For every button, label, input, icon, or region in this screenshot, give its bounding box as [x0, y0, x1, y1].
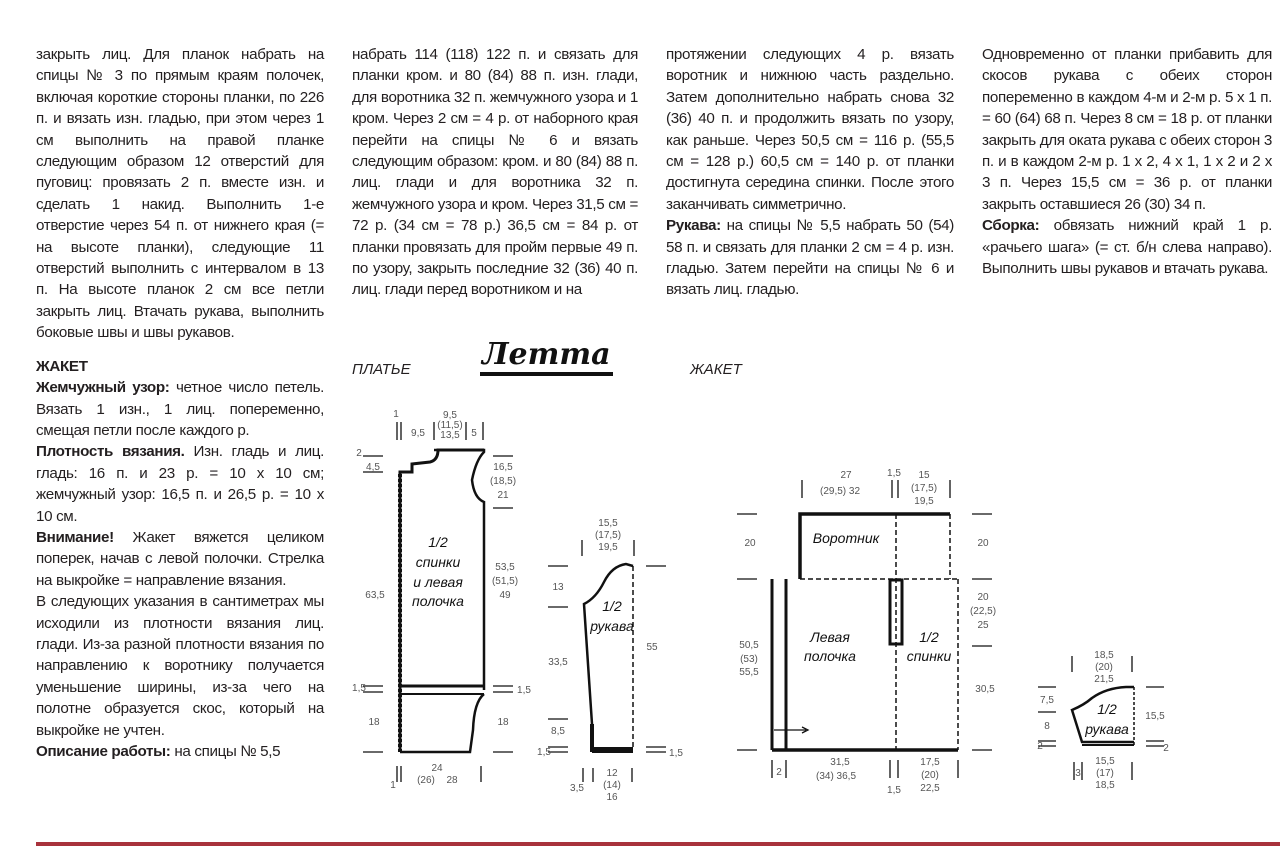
bold-label: Описание работы:: [36, 743, 171, 760]
piece-label: 1/2: [428, 534, 448, 550]
piece-label: полочка: [804, 648, 856, 664]
dim-label: (17,5): [594, 530, 622, 541]
dim-label: 3: [1075, 768, 1081, 779]
dim-label: (11,5): [437, 420, 463, 431]
dim-label: 20: [744, 538, 756, 549]
dim-label: 20: [977, 538, 989, 549]
dim-label: 16: [606, 792, 618, 803]
dim-label: 8,5: [551, 726, 565, 737]
paragraph-text: на спицы № 5,5 набрать 50 (54) 58 п. и связать для планки 2 см = 4 р. изн. гладью. Затем перейти на спицы № 6 и вязать лиц. гладью.: [666, 217, 954, 299]
dim-label: 2: [1037, 741, 1043, 752]
paragraph: Одновременно от планки прибавить для скосов рукава с обеих сторон попеременно в каждом 4-м и 2-м р. 5 х 1 п. = 60 (64) 68 п. Через 8 см = 18 р. от планки закрыть для оката рукава с обеих сторон 3 п. и в каждом 2-м р. 1 х 2, 4 х 1, 1 х 2 и 2 х 3 п. Через 15,5 см = 36 р. от планки закрыть оставшиеся 26 (30) 34 п.: [982, 46, 1272, 213]
dim-label: 1,5: [352, 683, 366, 694]
dim-label: 13,5: [440, 430, 460, 441]
dim-label: 1,5: [669, 748, 683, 759]
dim-label: (18,5): [489, 476, 517, 487]
jacket-title: ЖАКЕТ: [690, 361, 742, 378]
piece-label: Воротник: [812, 530, 880, 546]
dim-label: 1,5: [537, 747, 551, 758]
dim-label: 2: [1163, 743, 1169, 754]
paragraph: В следующих указания в сантиметрах мы исходили из плотности вязания лиц. глади. Из-за разной плотности вязания по направлению к воротнику получается уменьшение ширины, из-за чего на полотне образуется скос, который на выкройке не учтен.: [36, 593, 324, 739]
piece-label: спинки: [415, 554, 461, 570]
dim-label: 63,5: [365, 590, 385, 601]
bold-label: Внимание!: [36, 528, 114, 546]
paragraph: набрать 114 (118) 122 п. и связать для планки кром. и 80 (84) 88 п. изн. глади, для воротника 32 п. жемчужного узора и 1 кром. Через 2 см = 4 р. от наборного края перейти на спицы № 6 и вязать следующим образом: кром. и 80 (84) 88 п. лиц. глади и для воротника 32 п. жемчужного узора и кром. Через 31,5 см = 72 р. (34 см = 78 р.) 36,5 см = 84 р. от планки провязать для пройм первые 49 п. по узору, закрыть последние 32 (36) 40 п. лиц. глади перед воротником и на: [352, 46, 638, 299]
piece-label: спинки: [906, 648, 952, 664]
piece-label: полочка: [412, 593, 464, 609]
dim-label: 15: [918, 470, 930, 481]
dim-label: 2: [356, 448, 362, 459]
paragraph: протяжении следующих 4 р. вязать воротник и нижнюю часть раздельно. Затем дополнительно набрать снова 32 (36) 40 п. и продолжить вязать по узору, как раньше. Через 50,5 см = 116 р. (55,5 см = 128 р.) 60,5 см = 140 р. от планки достигнута середина спинки. После этого заканчивать симметрично.: [666, 46, 954, 213]
paragraph-text: четное число петель. Вязать 1 изн., 1 лиц. попеременно, смещая петли после каждого р.: [36, 379, 325, 439]
dim-label: 27: [840, 470, 852, 481]
dim-label: 24: [431, 763, 443, 774]
dim-label: 21: [497, 490, 509, 501]
paragraph-text: на спицы № 5,5: [170, 743, 281, 760]
dim-label: (22,5): [969, 606, 997, 617]
dim-label: 8: [1044, 721, 1050, 732]
dim-label: 18: [368, 717, 380, 728]
paragraph: закрыть лиц. Для планок набрать на спицы № 3 по прямым краям полочек, включая короткие стороны планки, по 226 п. и вязать изн. гладью, при этом через 1 см выполнить на правой планке следующим образом 12 отверстий для пуговиц: провязать 2 п. вместе изн. и сделать 1 накид. Выполнить 1-е отверстие через 54 п. от нижнего края (= на высоте планки), следующие 11 отверстий выполнить с интервалом в 13 п. На высоте планок 2 см все петли закрыть лиц. Втачать рукава, выполнить боковые швы и швы рукавов.: [36, 46, 324, 342]
dim-label: 53,5: [495, 562, 515, 573]
dim-label: 49: [499, 590, 511, 601]
dim-label: 18,5: [1094, 650, 1114, 661]
dim-label: 33,5: [548, 657, 568, 668]
dim-label: (17): [1096, 768, 1114, 779]
dim-label: (14): [603, 780, 621, 791]
dress-title: ПЛАТЬЕ: [352, 361, 411, 378]
dim-label: 9,5: [443, 410, 457, 421]
bold-label: Сборка:: [982, 217, 1040, 235]
dim-label: 15,5: [598, 518, 618, 529]
dim-label: 1,5: [887, 468, 901, 479]
dim-label: 7,5: [1040, 695, 1054, 706]
bold-label: Жемчужный узор:: [36, 379, 170, 397]
dim-label: 15,5: [1145, 711, 1165, 722]
dim-label: 9,5: [411, 428, 425, 439]
dim-label: 19,5: [914, 496, 934, 507]
logo-watermark: Летта: [480, 338, 613, 376]
piece-label: 1/2: [919, 629, 939, 645]
dim-label: 22,5: [920, 783, 940, 794]
dim-label: (26): [417, 775, 435, 786]
piece-label: 1/2: [1097, 701, 1117, 717]
dim-label: 28: [446, 775, 458, 786]
dim-label: (20): [921, 770, 939, 781]
dim-label: 30,5: [975, 684, 995, 695]
dim-label: 20: [977, 592, 989, 603]
dim-label: 13: [552, 582, 564, 593]
dim-label: 21,5: [1094, 674, 1114, 685]
dim-label: 12: [606, 768, 618, 779]
piece-label: и левая: [413, 574, 463, 590]
dim-label: 1: [390, 780, 396, 791]
dim-label: 16,5: [493, 462, 513, 473]
section-heading-jacket: ЖАКЕТ: [36, 357, 88, 375]
dim-label: 18: [497, 717, 509, 728]
dim-label: 2: [776, 767, 782, 778]
dim-label: 19,5: [598, 542, 618, 553]
dim-label: 1,5: [887, 785, 901, 796]
jacket-schematic: [737, 480, 992, 778]
footer-divider: [36, 842, 1280, 846]
dim-label: (29,5) 32: [819, 486, 861, 497]
dim-label: 55,5: [739, 667, 759, 678]
dim-label: (53): [740, 654, 758, 665]
dim-label: 5: [471, 428, 477, 439]
dim-label: 4,5: [366, 462, 380, 473]
dim-label: (34) 36,5: [815, 771, 857, 782]
dim-label: 55: [646, 642, 658, 653]
dim-label: 18,5: [1095, 780, 1115, 791]
dim-label: (51,5): [491, 576, 519, 587]
bold-label: Рукава:: [666, 217, 721, 235]
dim-label: 1: [393, 409, 399, 420]
dim-label: 25: [977, 620, 989, 631]
dim-label: 50,5: [739, 640, 759, 651]
paragraph-text: обвязать нижний край 1 р. «рачьего шага» (= ст. б/н слева направо). Выполнить швы рукавов и втачать рукава.: [982, 217, 1272, 278]
dim-label: (20): [1095, 662, 1113, 673]
paragraph-text: Жакет вяжется целиком поперек, начав с левой полочки. Стрелка на выкройке = направление вязания.: [36, 528, 324, 589]
dim-label: 1,5: [517, 685, 531, 696]
piece-label: рукава: [590, 618, 634, 634]
dim-label: 3,5: [570, 783, 584, 794]
dim-label: 17,5: [920, 757, 940, 768]
piece-label: рукава: [1085, 721, 1129, 737]
piece-label: 1/2: [602, 598, 622, 614]
dim-label: 15,5: [1095, 756, 1115, 767]
dim-label: (17,5): [910, 483, 938, 494]
bold-label: Плотность вязания.: [36, 443, 185, 461]
piece-label: Левая: [810, 629, 850, 645]
dim-label: 31,5: [830, 757, 850, 768]
paragraph-text: Изн. гладь и лиц. гладь: 16 п. и 23 р. = 10 х 10 см; жемчужный узор: 16,5 п. и 26,5 р. = 10 х 10 см.: [36, 443, 324, 525]
